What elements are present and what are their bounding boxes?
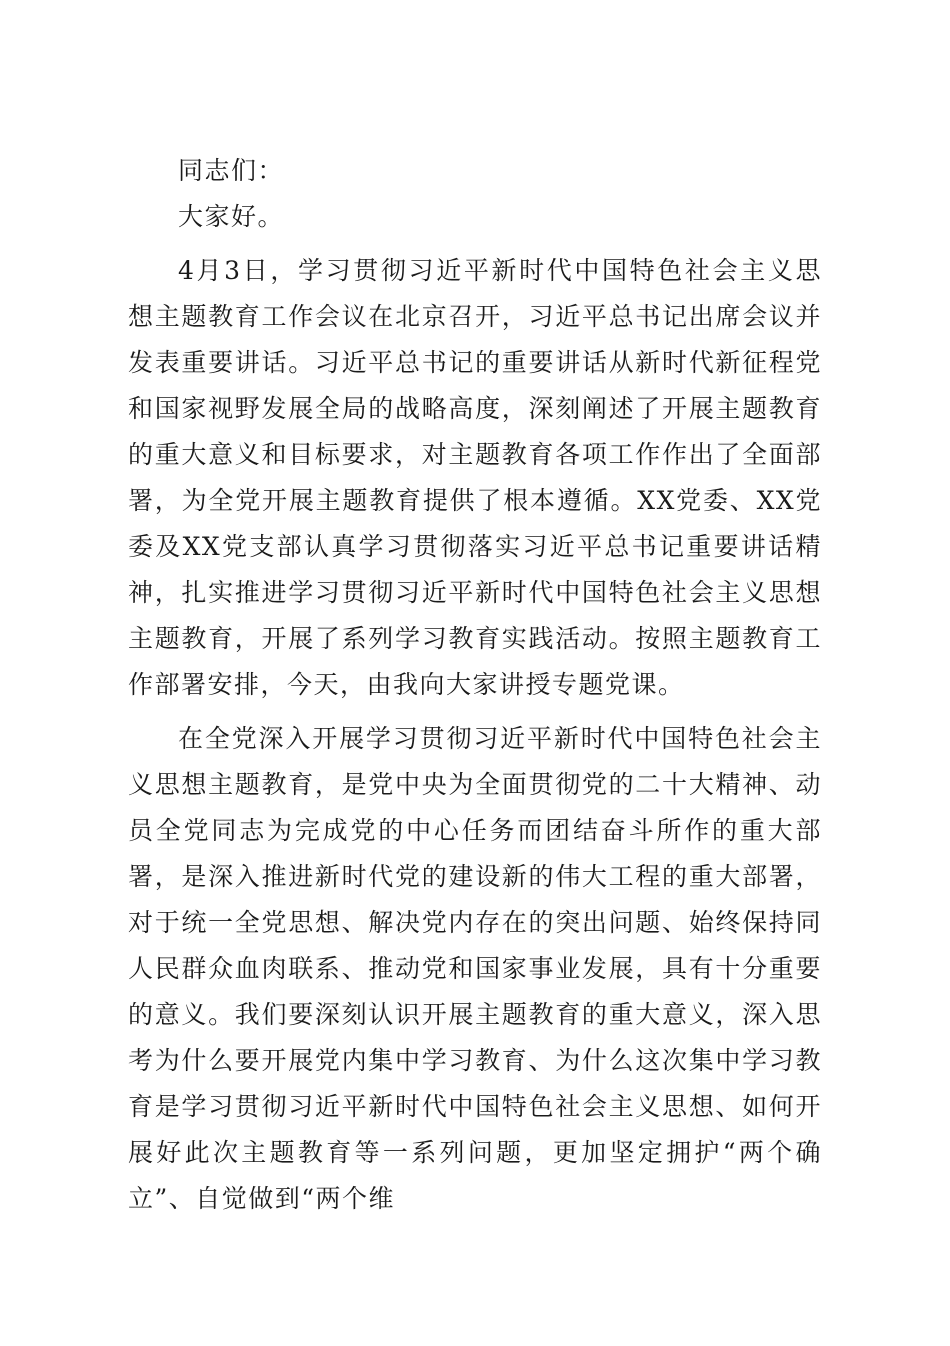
document-body xyxy=(128,148,822,1222)
salutation: 同志们： xyxy=(178,156,285,185)
paragraph-1: 4月3日，学习贯彻习近平新时代中国特色社会主义思想主题教育工作会议在北京召开，习近平总书记出席会议并发表重要讲话。习近平总书记的重要讲话从新时代新征程党和国家视野发展全局的战略高度，深刻阐述了开展主题教育的重大意义和目标要求，对主题教育各项工作作出了全面部署，为全党开展主题教育提供了根本遵循。XX党委、XX党委及XX党支部认真学习贯彻落实习近平总书记重要讲话精神，扎实推进学习贯彻习近平新时代中国特色社会主义思想主题教育，开展了系列学习教育实践活动。按照主题教育工作部署安排，今天，由我向大家讲授专题党课。 xyxy=(128,256,822,699)
paragraph-2: 在全党深入开展学习贯彻习近平新时代中国特色社会主义思想主题教育，是党中央为全面贯彻党的二十大精神、动员全党同志为完成党的中心任务而团结奋斗所作的重大部署，是深入推进新时代党的建设新的伟大工程的重大部署，对于统一全党思想、解决党内存在的突出问题、始终保持同人民群众血肉联系、推动党和国家事业发展，具有十分重要的意义。我们要深刻认识开展主题教育的重大意义，深入思考为什么要开展党内集中学习教育、为什么这次集中学习教育是学习贯彻习近平新时代中国特色社会主义思想、如何开展好此次主题教育等一系列问题，更加坚定拥护“两个确立”、自觉做到“两个维 xyxy=(128,724,822,1213)
greeting: 大家好。 xyxy=(178,202,285,231)
